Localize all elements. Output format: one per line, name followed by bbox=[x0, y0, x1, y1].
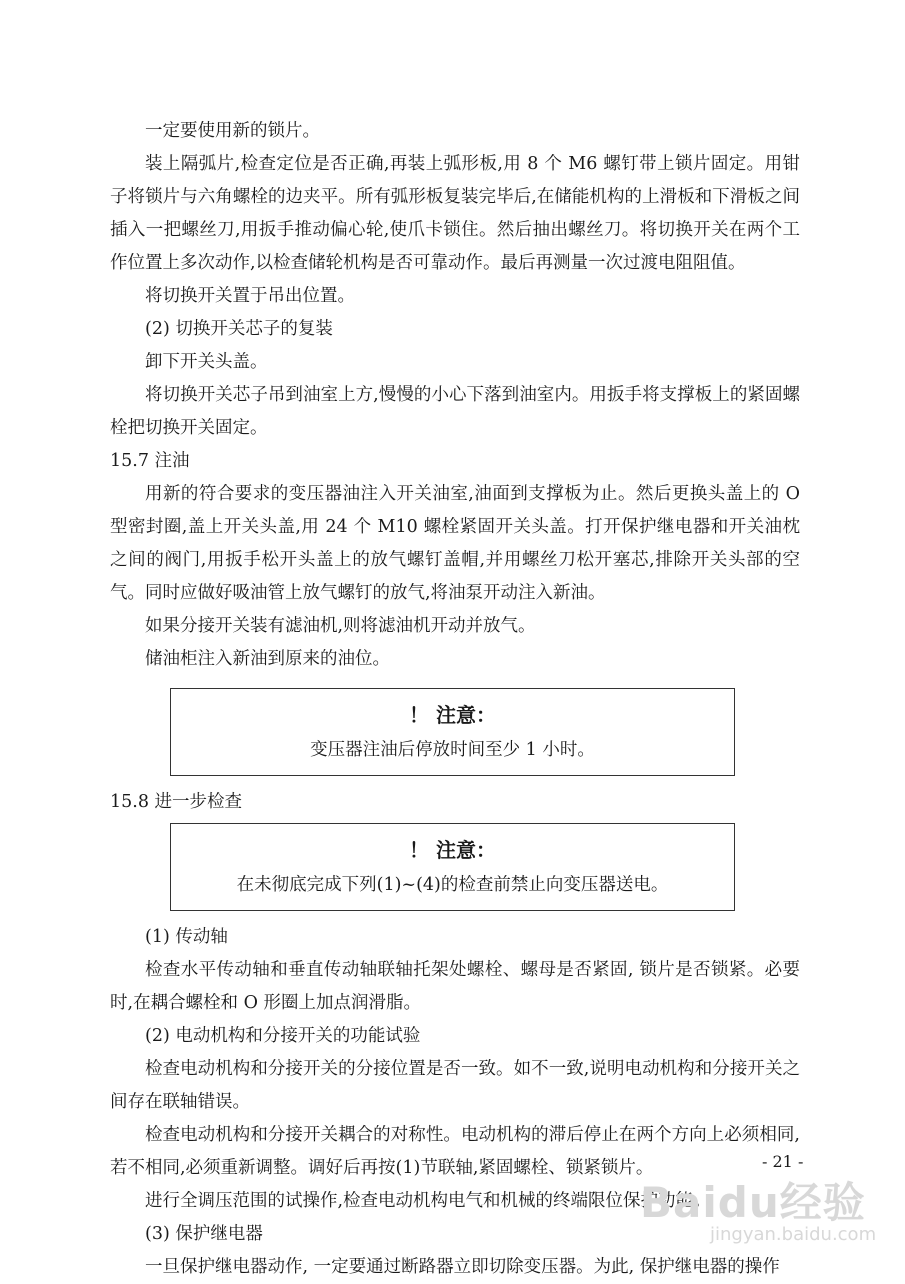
notice-box bbox=[170, 688, 735, 776]
notice-body: 变压器注油后停放时间至少 1 小时。 bbox=[310, 740, 595, 760]
paragraph: 一旦保护继电器动作, 一定要通过断路器立即切除变压器。为此, 保护继电器的操作 bbox=[145, 1257, 780, 1277]
paragraph: 用新的符合要求的变压器油注入开关油室,油面到支撑板为止。然后更换头盖上的 O 型密封圈,盖上开关头盖,用 24 个 M10 螺栓紧固开关头盖。打开保护继电器和开关油枕之间的阀门,用扳手松开头盖上的放气螺钉盖帽,并用螺丝刀松开塞芯,排除开关头部的空气。同时应做好吸油管上放气螺钉的放气,将油泵开动注入新油。 bbox=[110, 484, 800, 603]
notice-title: ！ 注意： bbox=[409, 838, 496, 862]
paragraph: 如果分接开关装有滤油机,则将滤油机开动并放气。 bbox=[145, 616, 536, 636]
paragraph: 储油柜注入新油到原来的油位。 bbox=[145, 649, 390, 669]
section-heading-15-8: 15.8 进一步检查 bbox=[110, 792, 243, 812]
paragraph: 一定要使用新的锁片。 bbox=[145, 121, 320, 141]
paragraph: 将切换开关置于吊出位置。 bbox=[145, 286, 355, 306]
subheading: (2) 电动机构和分接开关的功能试验 bbox=[145, 1026, 421, 1046]
watermark-url: jingyan.baidu.com bbox=[710, 1224, 877, 1245]
paragraph: 检查电动机构和分接开关的分接位置是否一致。如不一致,说明电动机构和分接开关之间存在联轴错误。 bbox=[110, 1059, 800, 1112]
watermark-logo: Baidu经验 bbox=[640, 1178, 866, 1227]
subheading: (2) 切换开关芯子的复装 bbox=[145, 319, 333, 339]
section-heading-15-7: 15.7 注油 bbox=[110, 451, 190, 471]
document-body bbox=[110, 115, 800, 1284]
subheading: (3) 保护继电器 bbox=[145, 1224, 263, 1244]
paragraph: 装上隔弧片,检查定位是否正确,再装上弧形板,用 8 个 M6 螺钉带上锁片固定。用钳子将锁片与六角螺栓的边夹平。所有弧形板复装完毕后,在储能机构的上滑板和下滑板之间插入一把螺丝刀,用扳手推动偏心轮,使爪卡锁住。然后抽出螺丝刀。将切换开关在两个工作位置上多次动作,以检查储轮机构是否可靠动作。最后再测量一次过渡电阻阻值。 bbox=[110, 154, 800, 273]
paragraph: 进行全调压范围的试操作,检查电动机构电气和机械的终端限位保护功能。 bbox=[145, 1191, 711, 1211]
paragraph: 检查水平传动轴和垂直传动轴联轴托架处螺栓、螺母是否紧固, 锁片是否锁紧。必要时,在耦合螺栓和 O 形圈上加点润滑脂。 bbox=[110, 960, 800, 1013]
notice-title: ！ 注意： bbox=[409, 703, 496, 727]
notice-body: 在未彻底完成下列(1)~(4)的检查前禁止向变压器送电。 bbox=[236, 875, 669, 895]
page-number: - 21 - bbox=[762, 1152, 804, 1171]
notice-box bbox=[170, 823, 735, 911]
paragraph: 检查电动机构和分接开关耦合的对称性。电动机构的滞后停止在两个方向上必须相同,若不相同,必须重新调整。调好后再按(1)节联轴,紧固螺栓、锁紧锁片。 bbox=[110, 1125, 800, 1178]
watermark bbox=[640, 1170, 876, 1245]
paragraph: 将切换开关芯子吊到油室上方,慢慢的小心下落到油室内。用扳手将支撑板上的紧固螺栓把切换开关固定。 bbox=[110, 385, 800, 438]
paragraph: 卸下开关头盖。 bbox=[145, 352, 268, 372]
subheading: (1) 传动轴 bbox=[145, 927, 228, 947]
